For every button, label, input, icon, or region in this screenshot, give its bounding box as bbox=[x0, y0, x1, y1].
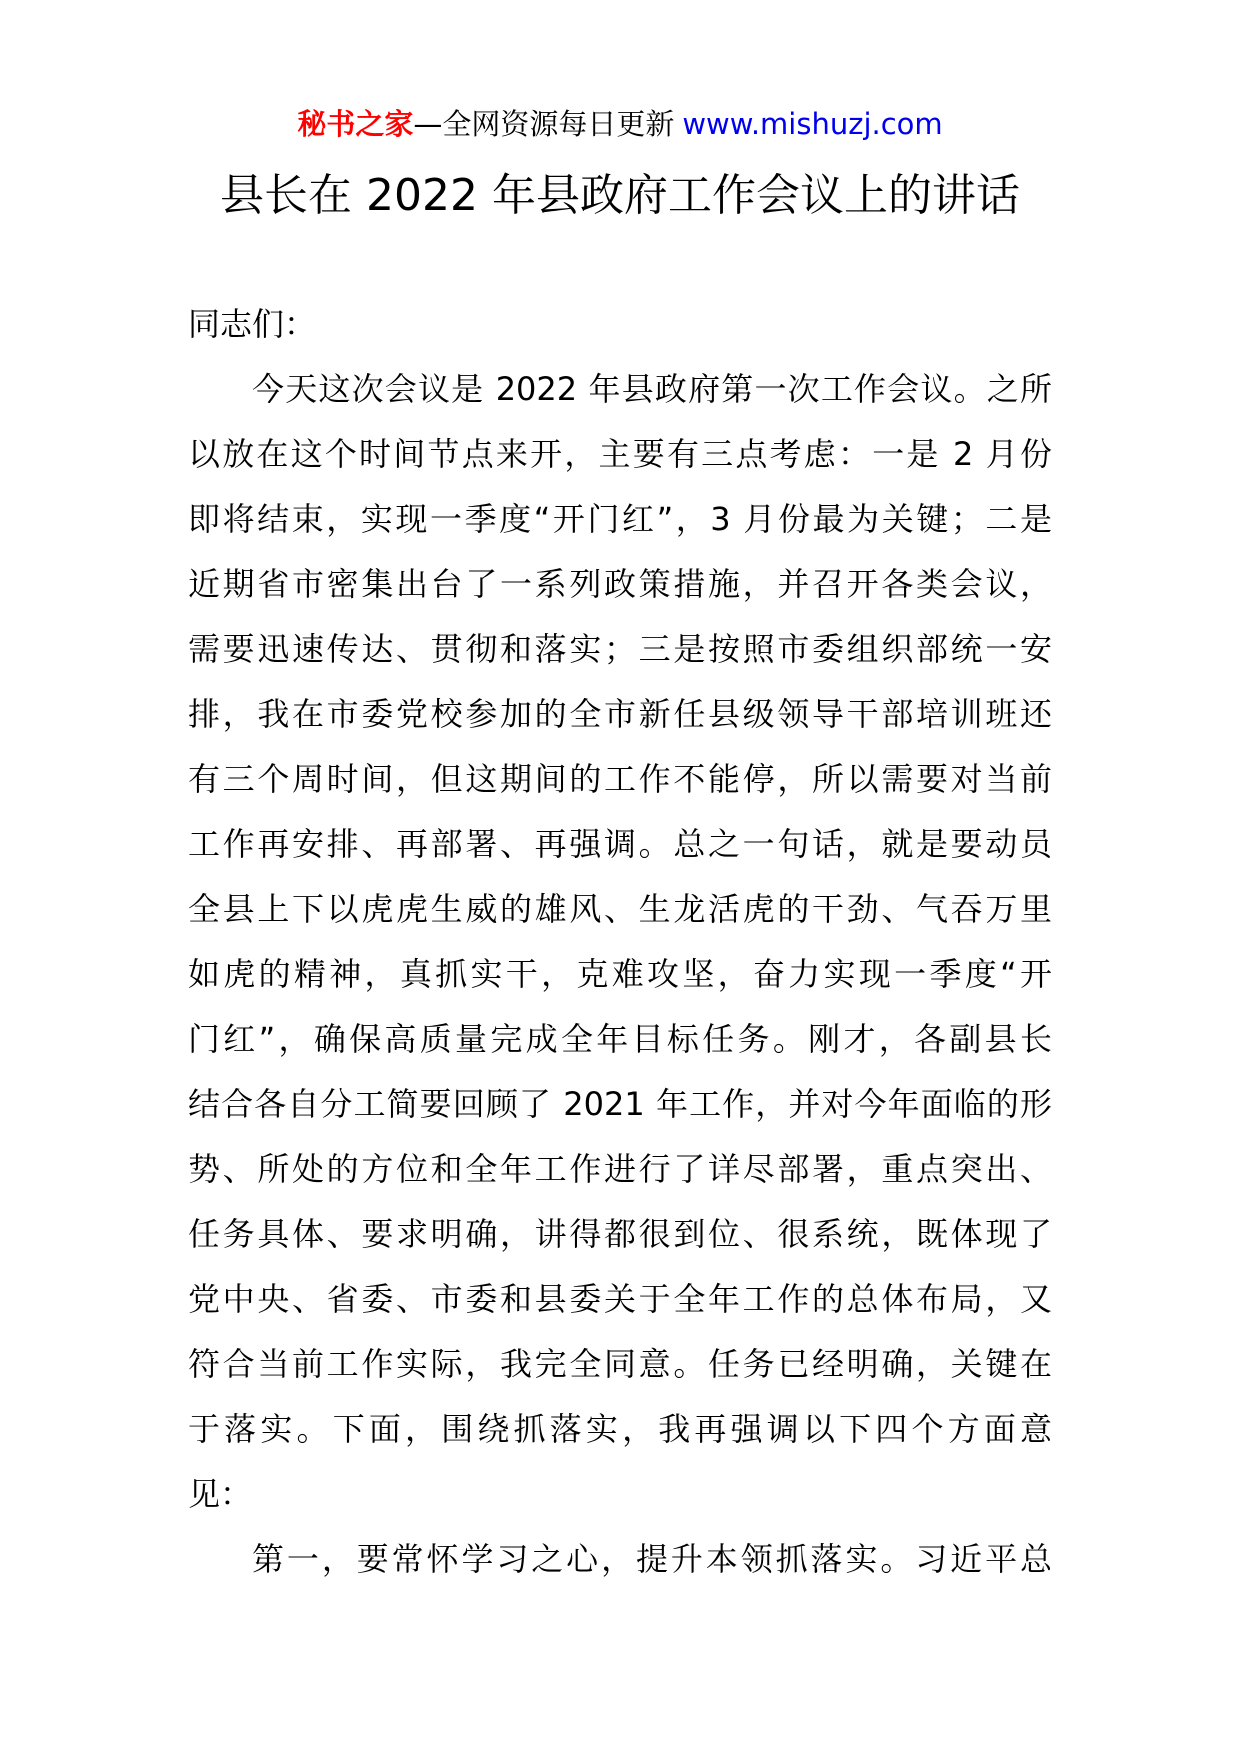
paragraph-line: 任务具体、要求明确，讲得都很到位、很系统，既体现了 bbox=[188, 1215, 1052, 1253]
paragraph-line: 近期省市密集出台了一系列政策措施，并召开各类会议， bbox=[188, 565, 1052, 603]
paragraph-line: 今天这次会议是 2022 年县政府第一次工作会议。之所 bbox=[252, 370, 1052, 408]
paragraph-line: 有三个周时间，但这期间的工作不能停，所以需要对当前 bbox=[188, 760, 1052, 798]
greeting-line: 同志们： bbox=[188, 305, 317, 343]
brand-name: 秘书之家 bbox=[297, 107, 414, 141]
site-header bbox=[0, 104, 1240, 144]
paragraph-line: 全县上下以虎虎生威的雄风、生龙活虎的干劲、气吞万里 bbox=[188, 890, 1052, 928]
header-slogan: —全网资源每日更新 bbox=[413, 107, 675, 141]
paragraph-line: 如虎的精神，真抓实干，克难攻坚，奋力实现一季度“开 bbox=[188, 955, 1052, 993]
paragraph-line: 需要迅速传达、贯彻和落实；三是按照市委组织部统一安 bbox=[188, 630, 1052, 668]
document-title: 县长在 2022 年县政府工作会议上的讲话 bbox=[220, 170, 1020, 221]
paragraph-line: 即将结束，实现一季度“开门红”，3 月份最为关键；二是 bbox=[188, 500, 1052, 538]
paragraph-line: 门红”，确保高质量完成全年目标任务。刚才，各副县长 bbox=[188, 1020, 1052, 1058]
paragraph-line: 于落实。下面，围绕抓落实，我再强调以下四个方面意 bbox=[188, 1410, 1052, 1448]
paragraph-line: 第一，要常怀学习之心，提升本领抓落实。习近平总 bbox=[252, 1540, 1052, 1578]
paragraph-line: 符合当前工作实际，我完全同意。任务已经明确，关键在 bbox=[188, 1345, 1052, 1383]
paragraph-line: 党中央、省委、市委和县委关于全年工作的总体布局，又 bbox=[188, 1280, 1052, 1318]
paragraph-line: 势、所处的方位和全年工作进行了详尽部署，重点突出、 bbox=[188, 1150, 1052, 1188]
document-body bbox=[188, 292, 1052, 1592]
paragraph-line: 工作再安排、再部署、再强调。总之一句话，就是要动员 bbox=[188, 825, 1052, 863]
site-link[interactable]: www.mishuzj.com bbox=[682, 107, 943, 141]
paragraph-line: 排，我在市委党校参加的全市新任县级领导干部培训班还 bbox=[188, 695, 1052, 733]
paragraph-line: 结合各自分工简要回顾了 2021 年工作，并对今年面临的形 bbox=[188, 1085, 1052, 1123]
paragraph-line: 以放在这个时间节点来开，主要有三点考虑：一是 2 月份 bbox=[188, 435, 1052, 473]
paragraph-line: 见： bbox=[188, 1475, 253, 1513]
